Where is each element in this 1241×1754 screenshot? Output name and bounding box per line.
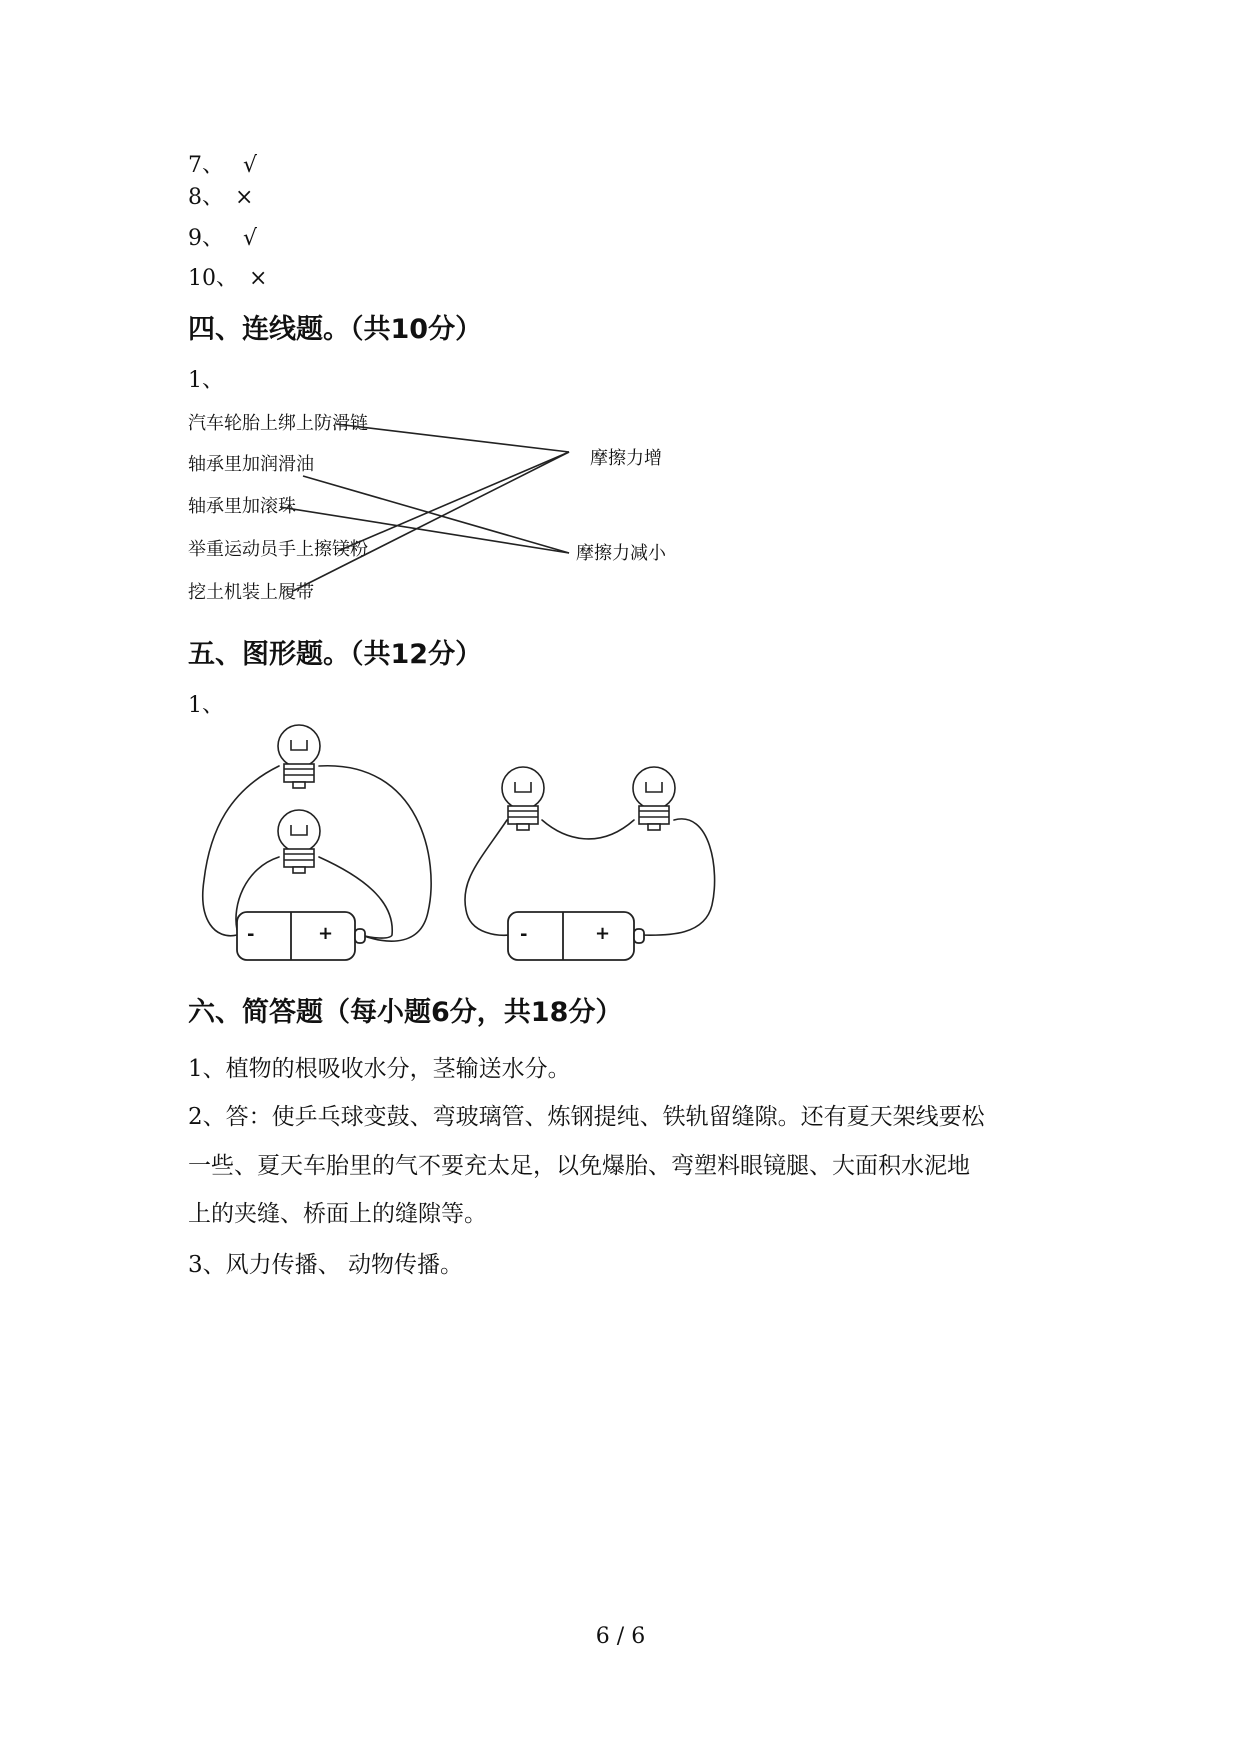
answer-line: 2、答：使乒乓球变鼓、弯玻璃管、炼钢提纯、铁轨留缝隙。还有夏天架线要松 (188, 1104, 985, 1130)
bulb-icon (633, 767, 675, 830)
match-left-item-2: 轴承里加润滑油 (188, 454, 314, 475)
check-mark-icon: √ (243, 153, 258, 178)
battery-minus-label: - (520, 924, 528, 945)
wire (465, 820, 510, 935)
bulb-icon (502, 767, 544, 830)
match-left-item-4: 举重运动员手上擦镁粉 (188, 539, 368, 560)
answer-line: 一些、夏天车胎里的气不要充太足，以免爆胎、弯塑料眼镜腿、大面积水泥地 (188, 1153, 970, 1179)
answer-line: 1、植物的根吸收水分，茎输送水分。 (188, 1056, 571, 1082)
section-4-heading: 四、连线题。（共10分） (188, 314, 483, 345)
section-6-heading: 六、简答题（每小题6分，共18分） (188, 997, 623, 1028)
cross-mark-icon: × (235, 185, 254, 210)
wire (542, 820, 634, 839)
battery-plus-label: + (318, 923, 334, 944)
match-right-item-2: 摩擦力减小 (576, 543, 666, 564)
wire (640, 819, 715, 935)
answer-number: 7、 (188, 153, 224, 178)
answer-number: 8、 (188, 185, 224, 210)
match-left-item-5: 挖土机装上履带 (188, 582, 314, 603)
bulb-icon (278, 725, 320, 788)
question-number: 1、 (188, 693, 224, 718)
section-5-heading: 五、图形题。（共12分） (188, 639, 483, 670)
bulb-icon (278, 810, 320, 873)
match-right-item-1: 摩擦力增 (590, 448, 662, 469)
battery-icon (237, 912, 365, 960)
answer-line: 3、风力传播、 动物传播。 (188, 1252, 463, 1278)
question-number: 1、 (188, 368, 224, 393)
wire (203, 766, 279, 936)
cross-mark-icon: × (249, 266, 268, 291)
battery-icon (508, 912, 644, 960)
answer-line: 上的夹缝、桥面上的缝隙等。 (188, 1201, 487, 1227)
answer-number: 10、 (188, 266, 238, 291)
page-number: 6 / 6 (595, 1624, 646, 1649)
battery-plus-label: + (595, 923, 611, 944)
check-mark-icon: √ (243, 226, 258, 251)
battery-minus-label: - (247, 924, 255, 945)
match-left-item-3: 轴承里加滚珠 (188, 496, 296, 517)
answer-number: 9、 (188, 226, 224, 251)
match-left-item-1: 汽车轮胎上绑上防滑链 (188, 413, 368, 434)
